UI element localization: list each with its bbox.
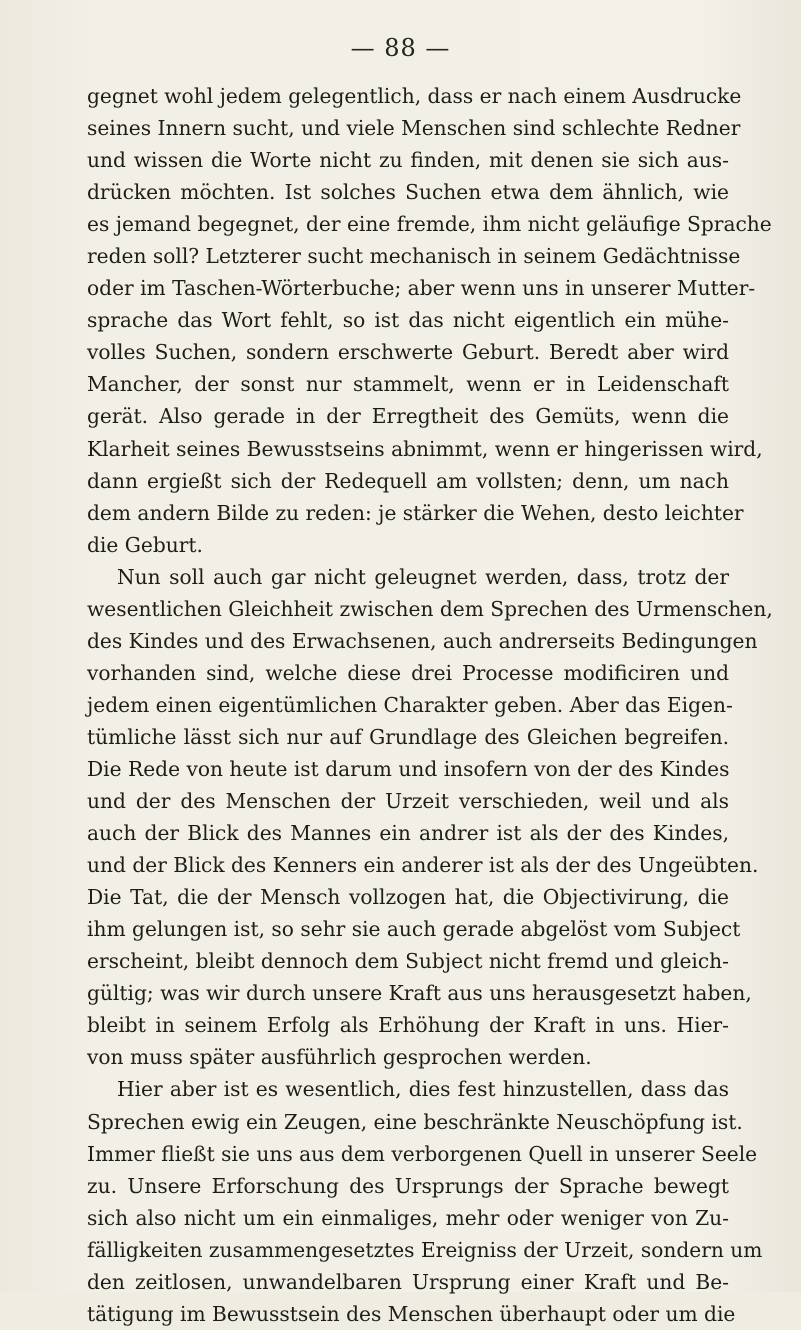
text-line: dann ergießt sich der Redequell am vollsten; denn, um nach [87,468,729,493]
text-line: vorhanden sind, welche diese drei Processe modificiren und [87,660,729,685]
text-line: tätigung im Bewusstsein des Menschen überhaupt oder um die [87,1301,736,1326]
text-line: und wissen die Worte nicht zu finden, mit denen sie sich aus- [87,148,729,173]
text-line: auch der Blick des Mannes ein andrer ist als der des Kindes, [87,821,729,846]
text-line: gültig; was wir durch unsere Kraft aus uns herausgesetzt haben, [87,981,752,1006]
text-line: jedem einen eigentümlichen Charakter geben. Aber das Eigen- [87,692,733,717]
text-line: Immer fließt sie uns aus dem verborgenen Quell in unserer Seele [87,1141,758,1166]
text-line: Klarheit seines Bewusstseins abnimmt, wenn er hingerissen wird, [87,436,763,461]
text-line: und der Blick des Kenners ein anderer ist als der des Ungeübten. [87,853,759,878]
text-line: Sprechen ewig ein Zeugen, eine beschränkte Neuschöpfung ist. [87,1109,743,1134]
text-line: es jemand begegnet, der eine fremde, ihm nicht geläufige Sprache [87,212,772,237]
text-line: Mancher, der sonst nur stammelt, wenn er in Leidenschaft [87,372,729,397]
text-line: seines Innern sucht, und viele Menschen sind schlechte Redner [87,116,741,141]
paragraph [87,1073,763,1329]
text-line: von muss später ausführlich gesprochen werden. [87,1045,592,1070]
paragraph [87,80,772,561]
text-line: bleibt in seinem Erfolg als Erhöhung der Kraft in uns. Hier- [87,1013,729,1038]
text-line: sich also nicht um ein einmaliges, mehr oder weniger von Zu- [87,1205,729,1230]
text-line: ihm gelungen ist, so sehr sie auch gerade abgelöst vom Subject [87,917,741,942]
text-line: Die Rede von heute ist darum und insofern von der des Kindes [87,756,730,781]
text-line: tümliche lässt sich nur auf Grundlage des Gleichen begreifen. [87,724,729,749]
body-text [87,80,773,1330]
text-line: Die Tat, die der Mensch vollzogen hat, die Objectivirung, die [87,885,729,910]
text-line: die Geburt. [87,532,203,557]
text-line: zu. Unsere Erforschung des Ursprungs der Sprache bewegt [87,1173,729,1198]
page-number: — 88 — [350,34,451,62]
text-line: dem andern Bilde zu reden: je stärker die Wehen, desto leichter [87,500,744,525]
text-line: fälligkeiten zusammengesetztes Ereigniss der Urzeit, sondern um [87,1237,763,1262]
text-line: drücken möchten. Ist solches Suchen etwa dem ähnlich, wie [87,180,729,205]
text-line: erscheint, bleibt dennoch dem Subject nicht fremd und gleich- [87,949,729,974]
text-line: gerät. Also gerade in der Erregtheit des Gemüts, wenn die [87,404,729,429]
text-line: Hier aber ist es wesentlich, dies fest hinzustellen, dass das [117,1077,729,1102]
text-line: oder im Taschen-Wörterbuche; aber wenn uns in unserer Mutter- [87,276,756,301]
text-line: volles Suchen, sondern erschwerte Geburt. Beredt aber wird [87,340,729,365]
text-line: reden soll? Letzterer sucht mechanisch in seinem Gedächtnisse [87,244,741,269]
text-line: des Kindes und des Erwachsenen, auch andrerseits Bedingungen [87,628,758,653]
text-line: gegnet wohl jedem gelegentlich, dass er nach einem Ausdrucke [87,84,742,108]
text-line: den zeitlosen, unwandelbaren Ursprung einer Kraft und Be- [87,1269,729,1294]
text-line: wesentlichen Gleichheit zwischen dem Sprechen des Urmenschen, [87,596,773,621]
text-line: sprache das Wort fehlt, so ist das nicht eigentlich ein mühe- [87,308,729,333]
text-line: Nun soll auch gar nicht geleugnet werden, dass, trotz der [117,564,729,589]
paragraph [87,561,773,1074]
text-line: und der des Menschen der Urzeit verschieden, weil und als [87,789,729,814]
